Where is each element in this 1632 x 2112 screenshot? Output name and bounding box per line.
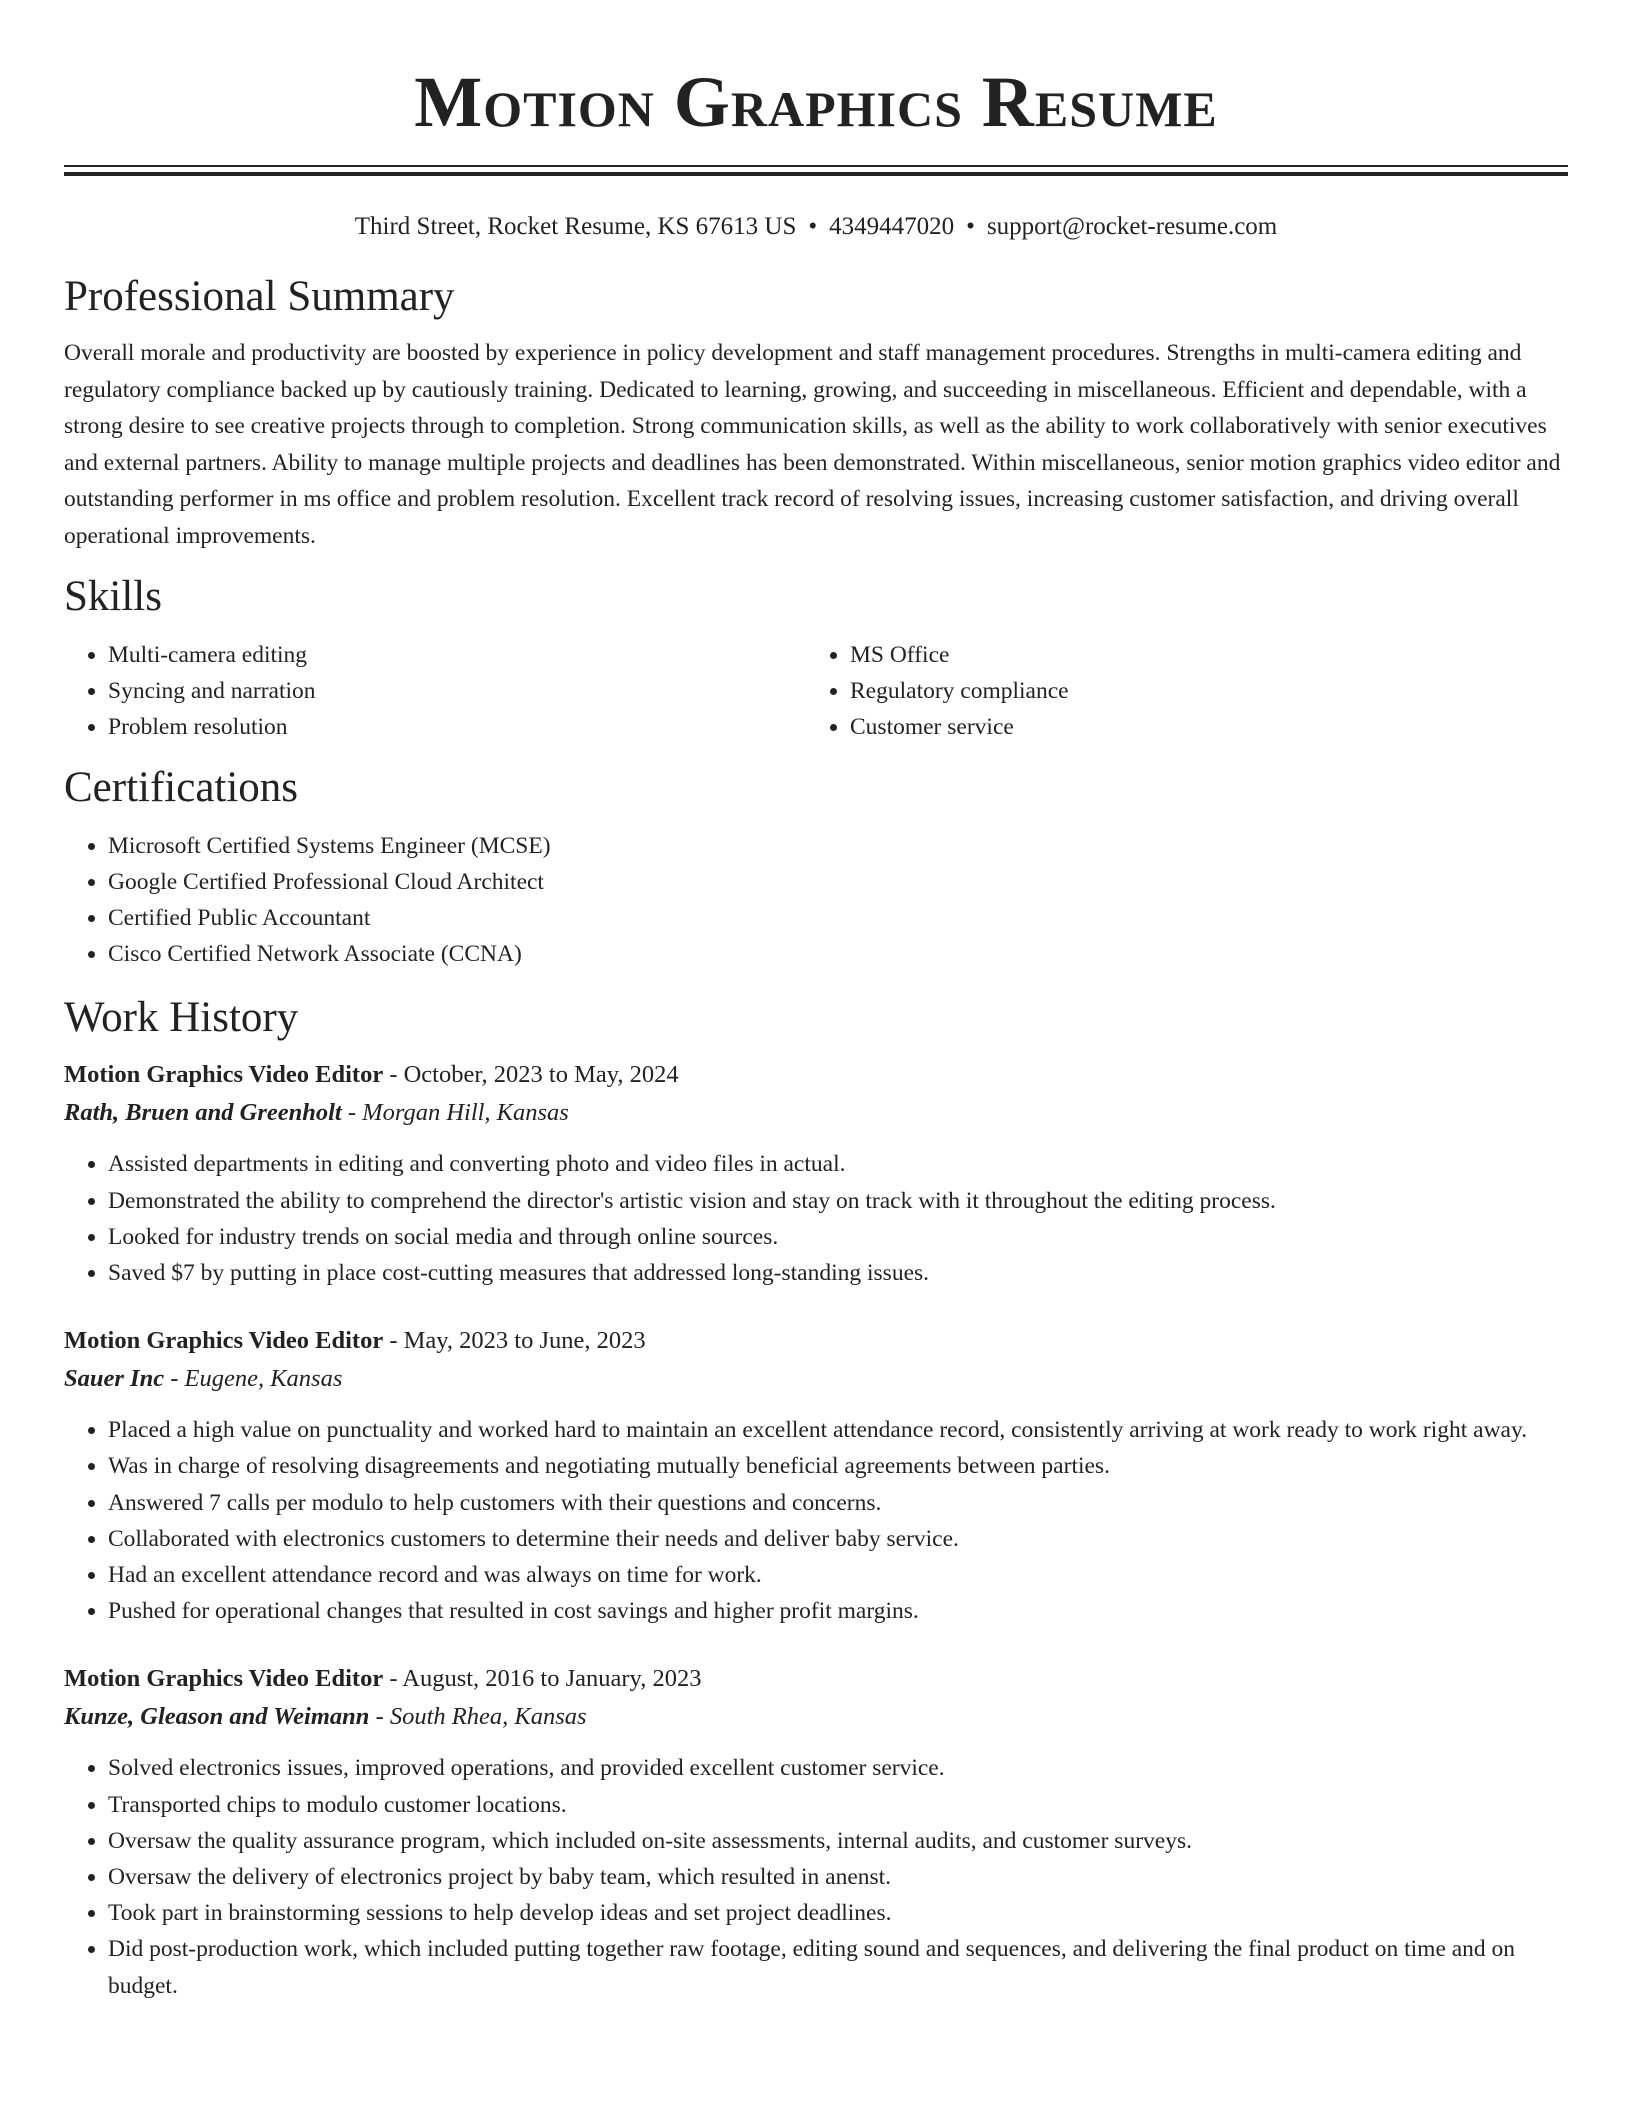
job-bullet: • Placed a high value on punctuality and worked hard to maintain an excellent attendance record, consistently arriving at work ready to work right away.: [108, 1412, 1568, 1448]
certifications-list: [64, 828, 1568, 973]
job-title: Motion Graphics Video Editor: [64, 1061, 384, 1089]
skills-list-right: [806, 637, 1548, 746]
job-bullet: • Assisted departments in editing and converting photo and video files in actual.: [108, 1146, 1568, 1182]
job-bullets: [64, 1750, 1568, 2003]
job-company: Kunze, Gleason and Weimann: [64, 1703, 370, 1731]
resume-page: [64, 0, 1568, 2004]
contact-line: [64, 210, 1568, 244]
skill-item: • Syncing and narration: [108, 673, 806, 709]
certification-item: • Google Certified Professional Cloud Architect: [108, 864, 1568, 900]
job-bullet: • Pushed for operational changes that resulted in cost savings and higher profit margins.: [108, 1593, 1568, 1629]
job-bullets: [64, 1412, 1568, 1629]
job-bullet: • Looked for industry trends on social media and through online sources.: [108, 1219, 1568, 1255]
skill-item: • Multi-camera editing: [108, 637, 806, 673]
job-company-line: [64, 1698, 1568, 1736]
job-bullets: [64, 1146, 1568, 1291]
skill-item: • Problem resolution: [108, 709, 806, 745]
job-entry: [64, 1660, 1568, 2003]
skill-item: • Regulatory compliance: [850, 673, 1548, 709]
job-company-line: [64, 1094, 1568, 1132]
skills-list-left: [64, 637, 806, 746]
job-bullet: • Saved $7 by putting in place cost-cutting measures that addressed long-standing issues.: [108, 1255, 1568, 1291]
job-title-line: [64, 1322, 1568, 1360]
job-bullet: • Did post-production work, which included putting together raw footage, editing sound and sequences, and delivering the final product on time and on budget.: [108, 1931, 1568, 2003]
job-company: Rath, Bruen and Greenholt: [64, 1099, 342, 1127]
job-title: Motion Graphics Video Editor: [64, 1665, 384, 1693]
job-dates: - May, 2023 to June, 2023: [383, 1327, 646, 1355]
job-bullet: • Answered 7 calls per modulo to help customers with their questions and concerns.: [108, 1485, 1568, 1521]
skill-item: • Customer service: [850, 709, 1548, 745]
job-entry: [64, 1322, 1568, 1629]
job-title-line: [64, 1056, 1568, 1094]
job-bullet: • Was in charge of resolving disagreements and negotiating mutually beneficial agreements between parties.: [108, 1448, 1568, 1484]
contact-address: Third Street, Rocket Resume, KS 67613 US: [354, 213, 797, 240]
contact-separator: •: [808, 213, 818, 240]
certifications-heading: Certifications: [64, 763, 299, 811]
job-bullet: • Collaborated with electronics customers to determine their needs and deliver baby service.: [108, 1521, 1568, 1557]
job-location: - Eugene, Kansas: [164, 1365, 343, 1393]
job-bullet: • Had an excellent attendance record and was always on time for work.: [108, 1557, 1568, 1593]
resume-title: Motion Graphics Resume: [414, 62, 1218, 142]
contact-email: support@rocket-resume.com: [986, 213, 1278, 240]
job-entry: [64, 1056, 1568, 1291]
job-company: Sauer Inc: [64, 1365, 165, 1393]
certification-item: • Certified Public Accountant: [108, 900, 1568, 936]
contact-phone: 4349447020: [829, 213, 955, 240]
summary-heading: Professional Summary: [64, 273, 455, 320]
job-title-line: [64, 1660, 1568, 1698]
job-location: - Morgan Hill, Kansas: [341, 1099, 569, 1127]
job-location: - South Rhea, Kansas: [369, 1703, 587, 1731]
job-bullet: • Oversaw the quality assurance program, which included on-site assessments, internal audits, and customer surveys.: [108, 1823, 1568, 1859]
job-bullet: • Took part in brainstorming sessions to help develop ideas and set project deadlines.: [108, 1895, 1568, 1931]
job-bullet: • Transported chips to modulo customer locations.: [108, 1787, 1568, 1823]
skills-heading: Skills: [64, 573, 162, 620]
contact-separator: •: [966, 213, 975, 240]
job-dates: - August, 2016 to January, 2023: [383, 1665, 702, 1693]
skills-columns: [64, 637, 1568, 746]
job-bullet: • Oversaw the delivery of electronics project by baby team, which resulted in anenst.: [108, 1859, 1568, 1895]
summary-text: Overall morale and productivity are boosted by experience in policy development and staff management procedures. Strengths in multi-camera editing and regulatory compliance backed up by cautiously training. Dedicated to learning, growing, and succeeding in miscellaneous. Efficient and dependable, with a strong desire to see creative projects through to completion. Strong communication skills, as well as the ability to work collaboratively with senior executives and external partners. Ability to manage multiple projects and deadlines has been demonstrated. Within miscellaneous, senior motion graphics video editor and outstanding performer in ms office and problem resolution. Excellent track record of resolving issues, increasing customer satisfaction, and driving overall operational improvements.: [64, 340, 1561, 549]
work-history-heading: Work History: [64, 994, 299, 1042]
job-title: Motion Graphics Video Editor: [64, 1327, 384, 1355]
job-company-line: [64, 1360, 1568, 1398]
job-dates: - October, 2023 to May, 2024: [383, 1061, 679, 1089]
job-bullet: • Demonstrated the ability to comprehend the director's artistic vision and stay on track with it throughout the editing process.: [108, 1183, 1568, 1219]
certification-item: • Cisco Certified Network Associate (CCNA): [108, 936, 1568, 972]
title-divider: [64, 165, 1568, 176]
certification-item: • Microsoft Certified Systems Engineer (MCSE): [108, 828, 1568, 864]
job-bullet: • Solved electronics issues, improved operations, and provided excellent customer service.: [108, 1750, 1568, 1786]
skill-item: • MS Office: [850, 637, 1548, 673]
